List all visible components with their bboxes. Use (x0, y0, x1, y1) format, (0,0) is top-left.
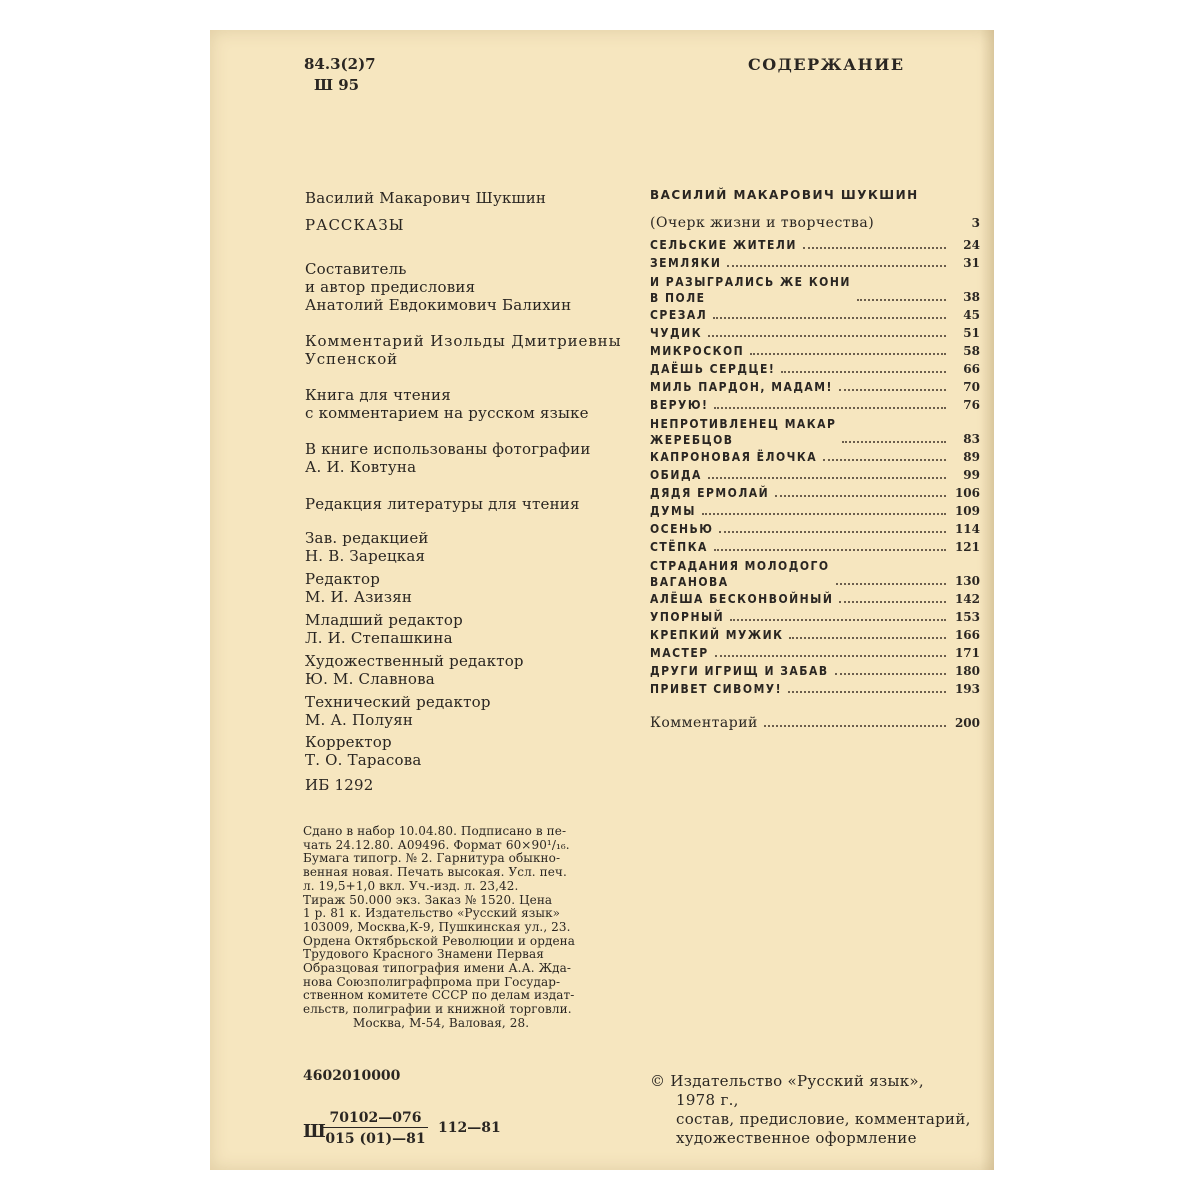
toc-essay[interactable]: (Очерк жизни и творчества) 3 (650, 215, 980, 231)
author-name: Василий Макарович Шукшин (305, 189, 547, 207)
toc-entry-page: 142 (954, 592, 980, 606)
ib-number: ИБ 1292 (305, 776, 374, 794)
toc-entry-page: 83 (963, 432, 980, 446)
toc-entry-page: 99 (963, 468, 980, 482)
toc-entry-page: 51 (963, 326, 980, 340)
toc-leader-dots (750, 353, 946, 355)
toc-entry[interactable] (650, 272, 980, 306)
staff-list (305, 529, 524, 773)
toc-entry[interactable] (650, 556, 980, 590)
toc-leader-dots (730, 619, 946, 621)
toc-leader-dots (708, 477, 946, 479)
toc-leader-dots (839, 601, 946, 603)
toc-entry-title-line: И РАЗЫГРАЛИСЬ ЖЕ КОНИ (650, 275, 851, 289)
toc-entry-page: 24 (963, 238, 980, 252)
toc-entry[interactable] (650, 466, 980, 484)
toc-author-heading: ВАСИЛИЙ МАКАРОВИЧ ШУКШИН (650, 188, 919, 202)
toc-entry-page: 70 (963, 380, 980, 394)
toc-leader-dots (803, 247, 946, 249)
toc-entry-title (650, 558, 830, 590)
toc-entry[interactable] (650, 502, 980, 520)
toc-entry[interactable] (650, 324, 980, 342)
toc-entry-page: 171 (954, 646, 980, 660)
toc-entry-title: СРЕЗАЛ (650, 308, 708, 322)
toc-entry[interactable] (650, 360, 980, 378)
toc-entry[interactable] (650, 520, 980, 538)
toc-entry-title: КРЕПКИЙ МУЖИК (650, 628, 784, 642)
toc-entry-page: 114 (954, 522, 980, 536)
toc-entry-title: ОСЕНЬЮ (650, 522, 714, 536)
toc-entry-title-line: ВАГАНОВА (650, 575, 729, 589)
toc-leader-dots (789, 637, 946, 639)
toc-entry[interactable] (650, 662, 980, 680)
toc-entry-page: 31 (963, 256, 980, 270)
copyright-block: © Издательство «Русский язык», 1978 г., состав, предисловие, комментарий, художественное оформление (650, 1072, 971, 1147)
toc-entry-page: 153 (954, 610, 980, 624)
toc-leader-dots (775, 495, 946, 497)
toc-entry-page: 45 (963, 308, 980, 322)
toc-leader-dots (708, 335, 946, 337)
staff-entry: Зав. редакцией Н. В. Зарецкая (305, 529, 429, 565)
toc-leader-dots (823, 459, 946, 461)
staff-entry: Младший редактор Л. И. Степашкина (305, 611, 463, 647)
toc-entry-page: 130 (954, 574, 980, 588)
book-title: РАССКАЗЫ (305, 216, 405, 234)
staff-entry: Художественный редактор Ю. М. Славнова (305, 652, 524, 688)
toc-entry-title: ПРИВЕТ СИВОМУ! (650, 682, 783, 696)
toc-entry-title: ДУМЫ (650, 504, 696, 518)
toc-entry[interactable] (650, 414, 980, 448)
toc-entry-page: 166 (954, 628, 980, 642)
toc-entry[interactable] (650, 644, 980, 662)
toc-entry-title: ДЯДЯ ЕРМОЛАЙ (650, 486, 770, 500)
toc-entry[interactable] (650, 484, 980, 502)
toc-leader-dots (719, 531, 946, 533)
commentary-credit: Комментарий Изольды Дмитриевны Успенской (305, 332, 622, 368)
staff-entry: Технический редактор М. А. Полуян (305, 693, 491, 729)
toc-entry[interactable] (650, 236, 980, 254)
toc-entry-title: ВЕРУЮ! (650, 398, 709, 412)
staff-entry: Корректор Т. О. Тарасова (305, 733, 422, 769)
table-of-contents (650, 188, 980, 732)
toc-entry-title-line: СТРАДАНИЯ МОЛОДОГО (650, 559, 830, 573)
toc-entry-page: 193 (954, 682, 980, 696)
toc-entry-title-line: В ПОЛЕ (650, 291, 706, 305)
toc-entry-page: 66 (963, 362, 980, 376)
toc-entry[interactable] (650, 306, 980, 324)
toc-entry[interactable] (650, 396, 980, 414)
compiler-block: Составитель и автор предисловия Анатолий Евдокимович Балихин (305, 260, 572, 314)
toc-entry-page: 76 (963, 398, 980, 412)
toc-entry-title: УПОРНЫЙ (650, 610, 725, 624)
classification-code: 84.3(2)7 (304, 55, 376, 73)
toc-entry-title-line: ЖЕРЕБЦОВ (650, 433, 734, 447)
book-page: 84.3(2)7 Ш 95 СОДЕРЖАНИЕ Василий Макарович Шукшин РАССКАЗЫ Составитель и автор предисловия Анатолий Евдокимович Балихин Комментарий Изольды Дмитриевны Успенской Книга для чтения с комментарием на русском языке В книге использованы фотографии А. И. Ковтуна Редакция литературы для чтения Зав. редакцией Н. В. Зарецкая Редактор М. И. Азизян Младший редактор Л. И. Степашкина Художественный редактор Ю. М. Славнова Технический редактор М. А. Полуян Корректор Т. О. Тарасова ИБ 1292 Сдано в набор 10.04.80. Подписано в пе- чать 24.12.80. А09496. Формат 60×90¹/₁₆. Бумага типогр. № 2. Гарнитура обыкно- венная новая. Печать высокая. Усл. печ. л. 19,5+1,0 вкл. Уч.-изд. л. 23,42. Тираж 50.000 экз. Заказ № 1520. Цена 1 р. 81 к. Издательство «Русский язык» 103009, Москва,К-9, Пушкинская ул., 23. Ордена Октябрьской Революции и ордена Трудового Красного Знамени Первая Образцовая типография имени А.А. Жда- нова Союзполиграфпрома при Государ- ственном комитете СССР по делам издат- ельств, полиграфии и книжной торговли. Москва, М-54, Валовая, 28. 4602010000 Ш 70102—076 015 (01)—81 112—81 ВАСИЛИЙ МАКАРОВИЧ ШУКШИН (Очерк жизни и творчества) 3 СЕЛЬСКИЕ ЖИТЕЛИ 24 ЗЕМЛЯКИ 31 И РАЗЫГРАЛИСЬ ЖЕ КОНИ В ПОЛЕ 38 СРЕЗАЛ 45 ЧУДИК 51 МИКРОСКОП 58 ДАЁШЬ СЕРДЦЕ! 66 МИЛЬ ПАРДОН, МАДАМ! 70 ВЕРУЮ! 76 НЕПРОТИВЛЕНЕЦ МАКАР ЖЕРЕБЦОВ 83 КАПРОНОВАЯ ЁЛОЧКА 89 ОБИДА 99 ДЯДЯ ЕРМОЛАЙ 106 ДУМЫ 109 ОСЕНЬЮ 114 СТЁПКА 121 СТРАДАНИЯ МОЛОДОГО ВАГАНОВА 130 АЛЁША БЕСКОНВОЙНЫЙ 142 УПОРНЫЙ 153 КРЕПКИЙ МУЖИК 166 МАСТЕР 171 ДРУГИ ИГРИЩ И ЗАБАВ 180 ПРИВЕТ СИВОМУ! 193 Комментарий 200 © Издательство «Русский язык», 1978 г., состав, предисловие, комментарий, художественное оформление (210, 30, 994, 1170)
toc-leader-dots (714, 549, 946, 551)
editorial-dept: Редакция литературы для чтения (305, 495, 580, 513)
toc-entry-title (650, 416, 836, 448)
toc-entry-title: СЕЛЬСКИЕ ЖИТЕЛИ (650, 238, 797, 252)
toc-entry-page: 180 (954, 664, 980, 678)
contents-title: СОДЕРЖАНИЕ (748, 55, 905, 74)
toc-leader-dots (835, 673, 946, 675)
toc-entry-title (650, 274, 851, 306)
toc-entries (650, 236, 980, 698)
code-number: 4602010000 (303, 1068, 401, 1084)
toc-entry-page: 109 (954, 504, 980, 518)
toc-entry-page: 58 (963, 344, 980, 358)
toc-leader-dots (839, 389, 946, 391)
toc-leader-dots (857, 299, 946, 301)
toc-leader-dots (715, 655, 946, 657)
toc-entry-page: 89 (963, 450, 980, 464)
toc-leader-dots (781, 371, 946, 373)
toc-leader-dots (702, 513, 946, 515)
imprint-block: Сдано в набор 10.04.80. Подписано в пе- чать 24.12.80. А09496. Формат 60×90¹/₁₆. Бумага типогр. № 2. Гарнитура обыкно- венная новая. Печать высокая. Усл. печ. л. 19,5+1,0 вкл. Уч.-изд. л. 23,42. Тираж 50.000 экз. Заказ № 1520. Цена 1 р. 81 к. Издательство «Русский язык» 103009, Москва,К-9, Пушкинская ул., 23. Ордена Октябрьской Революции и ордена Трудового Красного Знамени Первая Образцовая типография имени А.А. Жда- нова Союзполиграфпрома при Государ- ственном комитете СССР по делам издат- ельств, полиграфии и книжной торговли. Москва, М-54, Валовая, 28. (303, 824, 576, 1030)
toc-commentary[interactable]: Комментарий 200 (650, 715, 980, 731)
toc-leader-dots (788, 691, 946, 693)
toc-entry-title: МАСТЕР (650, 646, 709, 660)
author-code: Ш 95 (314, 76, 360, 94)
toc-leader-dots (713, 317, 946, 319)
toc-entry-title: МИЛЬ ПАРДОН, МАДАМ! (650, 380, 833, 394)
toc-entry[interactable] (650, 448, 980, 466)
toc-entry-title: МИКРОСКОП (650, 344, 745, 358)
toc-entry-title: ДРУГИ ИГРИЩ И ЗАБАВ (650, 664, 829, 678)
toc-entry-page: 121 (954, 540, 980, 554)
toc-entry-title: ЗЕМЛЯКИ (650, 256, 722, 270)
toc-entry[interactable] (650, 590, 980, 608)
staff-entry: Редактор М. И. Азизян (305, 570, 413, 606)
toc-leader-dots (842, 441, 946, 443)
toc-entry-title: ДАЁШЬ СЕРДЦЕ! (650, 362, 776, 376)
toc-entry[interactable] (650, 608, 980, 626)
toc-leader-dots (714, 407, 946, 409)
photo-credit: В книге использованы фотографии А. И. Ковтуна (305, 440, 591, 476)
toc-entry-title: ЧУДИК (650, 326, 703, 340)
toc-leader-dots (727, 265, 946, 267)
toc-entry-page: 38 (963, 290, 980, 304)
toc-entry[interactable] (650, 680, 980, 698)
toc-entry-title: КАПРОНОВАЯ ЁЛОЧКА (650, 450, 818, 464)
toc-entry-title: АЛЁША БЕСКОНВОЙНЫЙ (650, 592, 834, 606)
toc-entry-title-line: НЕПРОТИВЛЕНЕЦ МАКАР (650, 417, 837, 431)
toc-entry-page: 106 (954, 486, 980, 500)
toc-entry[interactable] (650, 254, 980, 272)
toc-entry[interactable] (650, 378, 980, 396)
toc-entry-title: ОБИДА (650, 468, 702, 482)
toc-entry-title: СТЁПКА (650, 540, 708, 554)
toc-leader-dots (836, 583, 946, 585)
toc-entry[interactable] (650, 626, 980, 644)
toc-entry[interactable] (650, 342, 980, 360)
reader-note: Книга для чтения с комментарием на русском языке (305, 386, 589, 422)
toc-entry[interactable] (650, 538, 980, 556)
